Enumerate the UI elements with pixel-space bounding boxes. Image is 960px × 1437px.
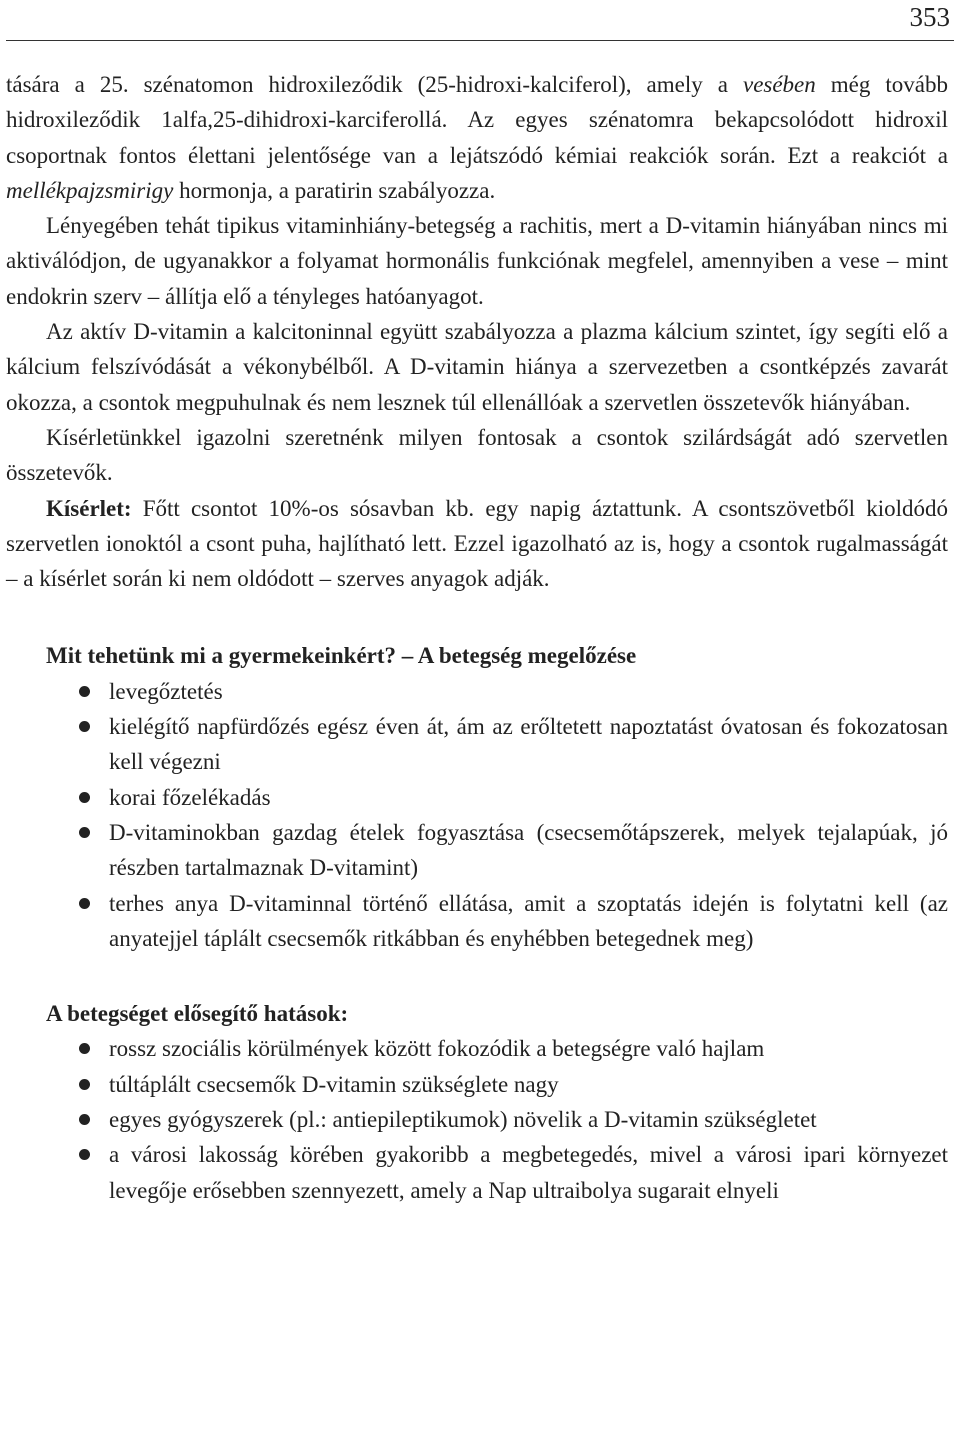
list-item-text: a városi lakosság körében gyakoribb a megbetegedés, mivel a városi ipari környezet levegője erősebben szennyezett, amely a Nap ultraibolya sugarait elnyeli — [109, 1142, 948, 1203]
list-item-text: egyes gyógyszerek (pl.: antiepileptikumok) növelik a D-vitamin szükségletet — [109, 1107, 817, 1133]
list-item — [6, 1137, 948, 1208]
paragraph-experiment-intro: Kísérletünkkel igazolni szeretnénk milyen fontosak a csontok szilárdságát adó szervetlen összetevők. — [6, 424, 948, 486]
page-body — [6, 67, 948, 1208]
bullet-icon — [79, 721, 90, 732]
list-item — [6, 780, 948, 815]
header-rule — [6, 40, 954, 41]
bullet-icon — [79, 1149, 90, 1160]
list-item — [6, 1031, 948, 1066]
paragraph-experiment — [6, 491, 948, 597]
list-item — [6, 709, 948, 780]
bullet-icon — [79, 686, 90, 697]
page-number: 353 — [909, 2, 950, 32]
paragraph-active-vitamin-d: Az aktív D-vitamin a kalcitoninnal együtt szabályozza a plazma kálcium szintet, így segíti elő a kálcium felszívódását a vékonybélből. A D-vitamin hiánya a szervezetben a csontképzés zavarát okozza, a csontok megpuhulnak és nem lesznek túl ellenállóak a szervetlen összetevők hiányában. — [6, 319, 948, 415]
paragraph-vitamin-d-metabolism — [6, 67, 948, 208]
risk-factor-list — [6, 1031, 948, 1207]
list-item — [6, 674, 948, 709]
list-item — [6, 886, 948, 957]
bullet-icon — [79, 1043, 90, 1054]
experiment-label: Kísérlet: — [46, 495, 132, 521]
list-item-text: kielégítő napfürdőzés egész éven át, ám az erőltetett napoztatást óvatosan és fokozatosan kell végezni — [109, 714, 948, 775]
experiment-text: Főtt csontot 10%-os sósavban kb. egy napig áztattunk. A csontszövetből kioldódó szervetlen ionoktól a csont puha, hajlítható lett. Ezzel igazolható az is, hogy a csontok rugalmasságát – a kísérlet során ki nem oldódott – szerves anyagok adják. — [6, 495, 948, 592]
bullet-icon — [79, 827, 90, 838]
list-item-text: korai főzelékadás — [109, 784, 271, 810]
prevention-list — [6, 674, 948, 956]
list-item-text: rossz szociális körülmények között fokozódik a betegségre való hajlam — [109, 1036, 765, 1062]
list-item — [6, 1067, 948, 1102]
text-run: tására a 25. szénatomon hidroxileződik (25-hidroxi-kalciferol), amely a — [6, 72, 743, 97]
bullet-icon — [79, 898, 90, 909]
list-item-text: levegőztetés — [109, 678, 223, 704]
list-item-text: terhes anya D-vitaminnal történő ellátása, amit a szoptatás idején is folytatni kell (az anyatejjel táplált csecsemők ritkábban és enyhébben betegednek meg) — [109, 890, 948, 951]
text-run: még tovább hidroxileződik 1alfa,25-dihidroxi-karciferollá. Az egyes szénatomra bekapcsolódott hidroxil csoportnak fontos élettani jelentősége van a lejátszódó kémiai reakciók során. Ezt a reakciót a — [6, 72, 948, 168]
list-item-text: túltáplált csecsemők D-vitamin szükséglete nagy — [109, 1071, 559, 1097]
section-heading-prevention: Mit tehetünk mi a gyermekeinkért? – A betegség megelőzése — [46, 643, 637, 669]
bullet-icon — [79, 1079, 90, 1090]
bullet-icon — [79, 792, 90, 803]
list-item-text: D-vitaminokban gazdag ételek fogyasztása (csecsemőtápszerek, melyek tejalapúak, jó részben tartalmaznak D-vitamint) — [109, 819, 948, 881]
emphasis-kidney: vesében — [742, 72, 816, 97]
emphasis-parathyroid: mellékpajzsmirigy — [6, 177, 174, 203]
list-item — [6, 815, 948, 886]
bullet-icon — [79, 1114, 90, 1125]
section-heading-risk-factors: A betegséget elősegítő hatások: — [46, 1001, 349, 1027]
paragraph-rachitis: Lényegében tehát tipikus vitaminhiány-betegség a rachitis, mert a D-vitamin hiányában nincs mi aktiválódjon, de ugyanakkor a folyamat hormonális funkciónak megfelel, amennyiben a vese – mint endokrin szerv – állítja elő a tényleges hatóanyagot. — [6, 213, 948, 309]
list-item — [6, 1102, 948, 1137]
text-run: hormonja, a paratirin szabályozza. — [173, 177, 496, 203]
